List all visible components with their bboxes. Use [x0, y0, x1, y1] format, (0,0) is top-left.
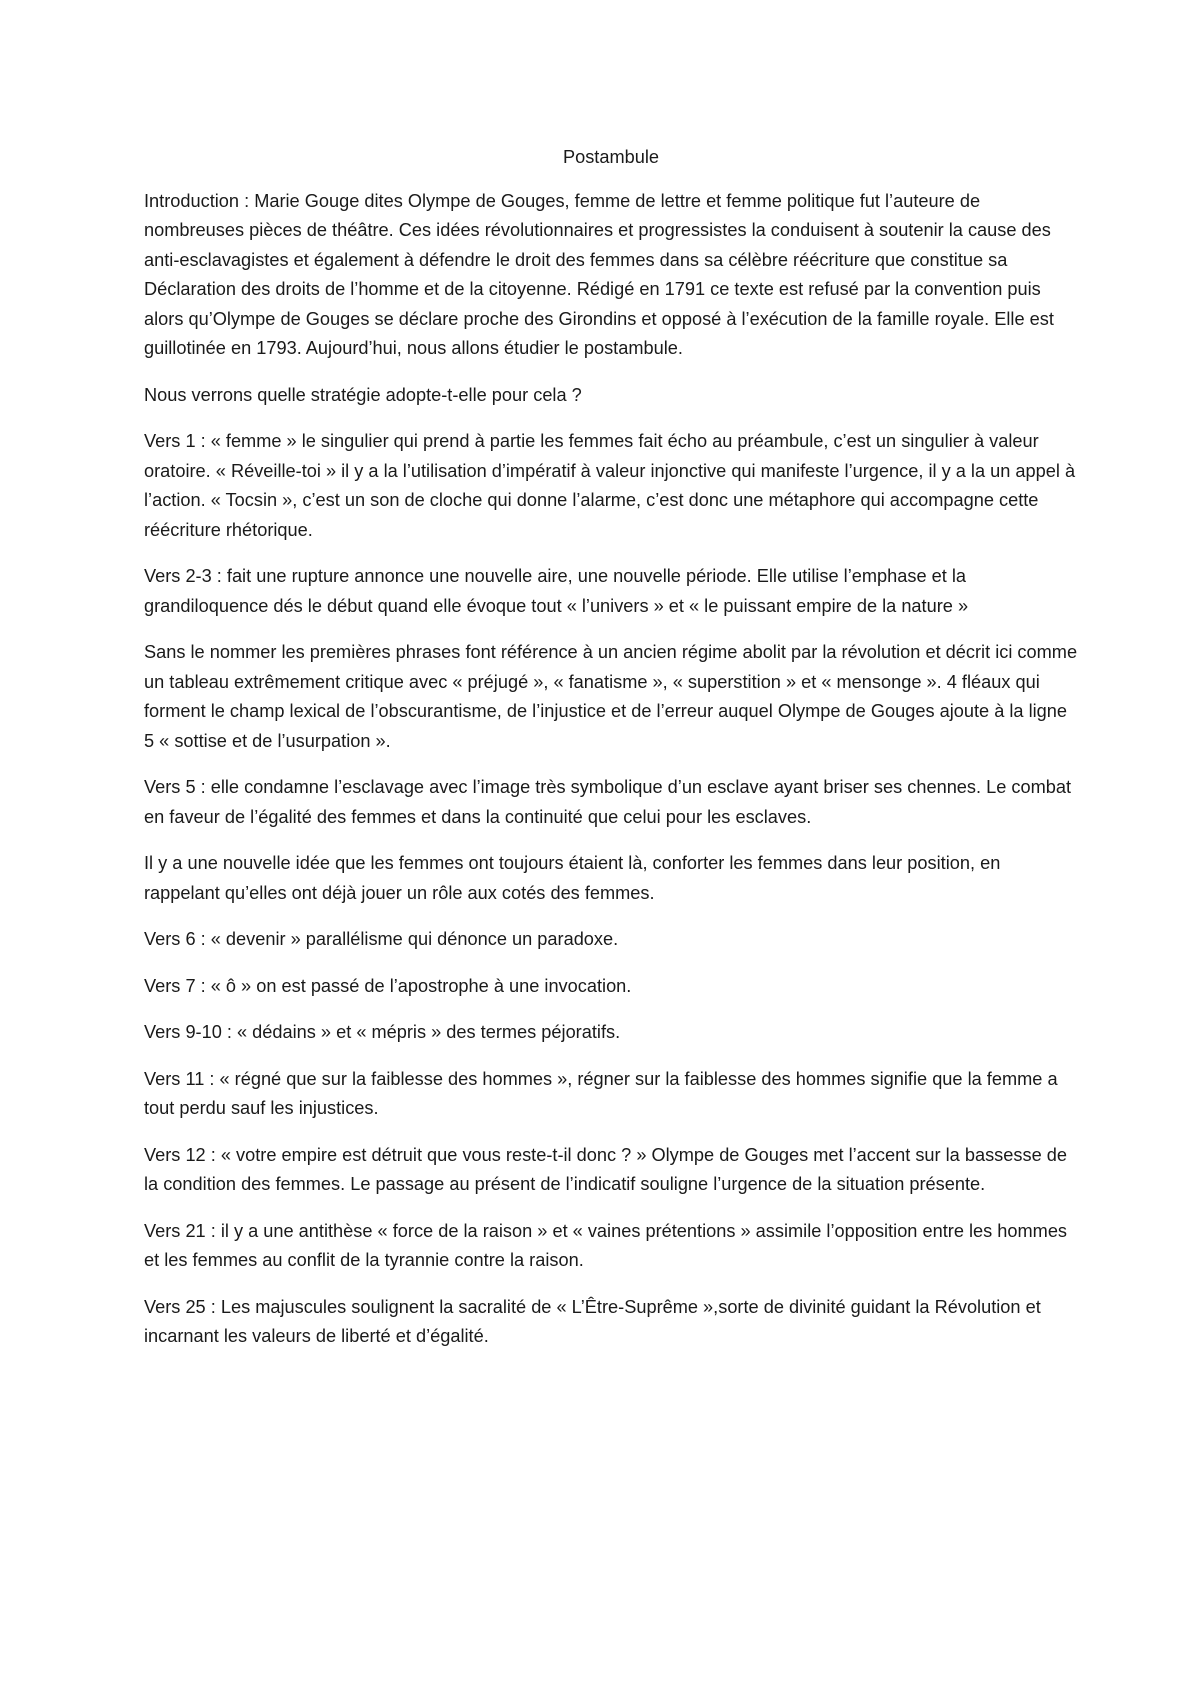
paragraph-vers-5: Vers 5 : elle condamne l’esclavage avec l’image très symbolique d’un esclave ayant briser ses chennes. Le combat en faveur de l’égalité des femmes et dans la continuité que celui pour les esclaves.: [144, 777, 1072, 827]
paragraph-vers-6: Vers 6 : « devenir » parallélisme qui dénonce un paradoxe.: [144, 929, 619, 949]
paragraph-ancien-regime: Sans le nommer les premières phrases font référence à un ancien régime abolit par la révolution et décrit ici comme un tableau extrêmement critique avec « préjugé », « fanatisme », « superstition » et « mensonge ». 4 fléaux qui forment le champ lexical de l’obscurantisme, de l’injustice et de l’erreur auquel Olympe de Gouges ajoute à la ligne 5 « sottise et de l’usurpation ».: [144, 642, 1078, 751]
paragraph-nouvelle-idee: Il y a une nouvelle idée que les femmes ont toujours étaient là, conforter les femmes dans leur position, en rappelant qu’elles ont déjà jouer un rôle aux cotés des femmes.: [144, 853, 1001, 903]
paragraph-vers-2-3: Vers 2-3 : fait une rupture annonce une nouvelle aire, une nouvelle période. Elle utilise l’emphase et la grandiloquence dés le début quand elle évoque tout « l’univers » et « le puissant empire de la nature »: [144, 566, 969, 616]
paragraph-vers-1: Vers 1 : « femme » le singulier qui prend à partie les femmes fait écho au préambule, c’est un singulier à valeur oratoire. « Réveille-toi » il y a la l’utilisation d’impératif à valeur injonctive qui manifeste l’urgence, il y a la un appel à l’action. « Tocsin », c’est un son de cloche qui donne l’alarme, c’est donc une métaphore qui accompagne cette réécriture rhétorique.: [144, 431, 1076, 540]
paragraph-vers-21: Vers 21 : il y a une antithèse « force de la raison » et « vaines prétentions » assimile l’opposition entre les hommes et les femmes au conflit de la tyrannie contre la raison.: [144, 1220, 1068, 1270]
paragraph-vers-12: Vers 12 : « votre empire est détruit que vous reste-t-il donc ? » Olympe de Gouges met l’accent sur la bassesse de la condition des femmes. Le passage au présent de l’indicatif souligne l’urgence de la situation présente.: [144, 1144, 1067, 1194]
document-title: Postambule: [562, 147, 660, 167]
paragraph-vers-11: Vers 11 : « régné que sur la faiblesse des hommes », régner sur la faiblesse des hommes signifie que la femme a tout perdu sauf les injustices.: [144, 1068, 1058, 1118]
paragraph-introduction: Introduction : Marie Gouge dites Olympe de Gouges, femme de lettre et femme politique fut l’auteure de nombreuses pièces de théâtre. Ces idées révolutionnaires et progressistes la conduisent à soutenir la cause des anti-esclavagistes et également à défendre le droit des femmes dans sa célèbre réécriture que constitue sa Déclaration des droits de l’homme et de la citoyenne. Rédigé en 1791 ce texte est refusé par la convention puis alors qu’Olympe de Gouges se déclare proche des Girondins et opposé à l’exécution de la famille royale. Elle est guillotinée en 1793. Aujourd’hui, nous allons étudier le postambule.: [144, 190, 1054, 358]
paragraph-problematique: Nous verrons quelle stratégie adopte-t-elle pour cela ?: [144, 384, 582, 405]
paragraph-vers-25: Vers 25 : Les majuscules soulignent la sacralité de « L’Être-Suprême »,sorte de divinité guidant la Révolution et incarnant les valeurs de liberté et d’égalité.: [144, 1296, 1041, 1346]
paragraph-vers-7: Vers 7 : « ô » on est passé de l’apostrophe à une invocation.: [144, 975, 632, 996]
paragraph-vers-9-10: Vers 9-10 : « dédains » et « mépris » des termes péjoratifs.: [144, 1022, 621, 1042]
